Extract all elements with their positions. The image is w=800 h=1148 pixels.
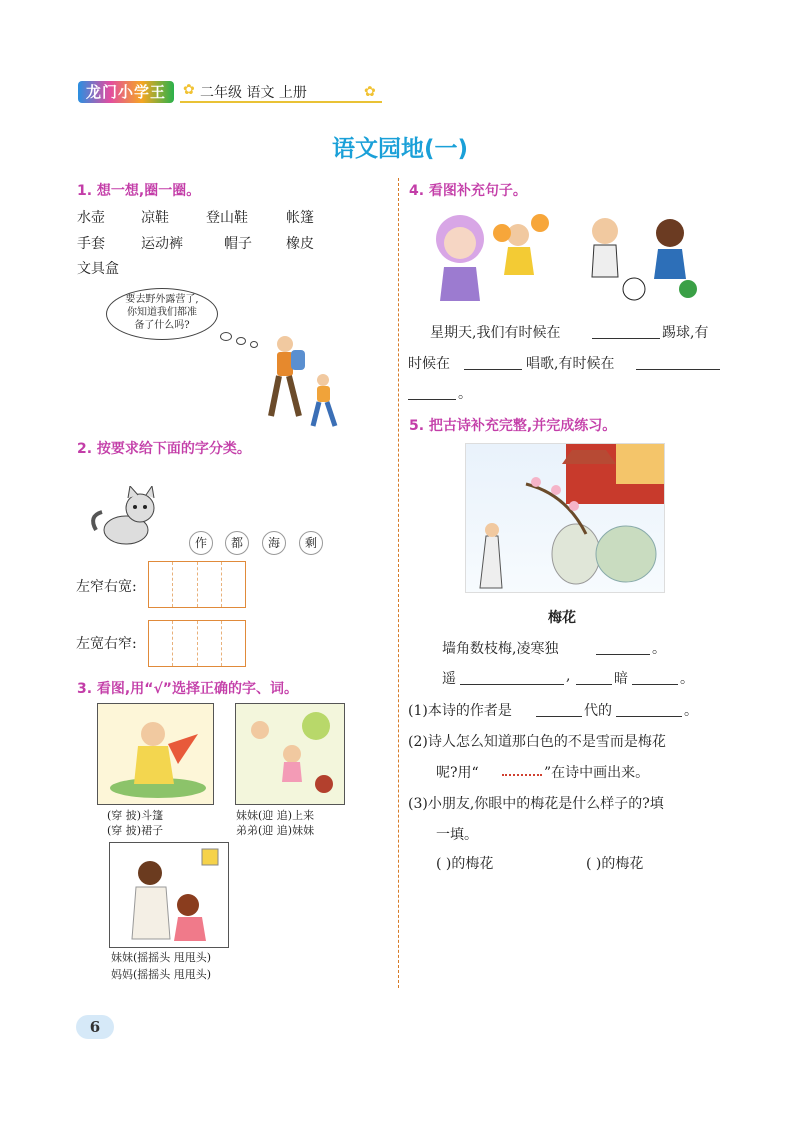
word-item[interactable]: 水壶 <box>77 210 105 226</box>
word-item[interactable]: 橡皮 <box>286 236 314 252</box>
word-item[interactable]: 运动裤 <box>141 236 183 252</box>
hikers-illustration <box>255 330 365 430</box>
question-text: 呢?用“ <box>436 765 479 781</box>
answer-blank[interactable] <box>592 324 660 339</box>
picture-mom-hair <box>109 842 229 948</box>
caption-line: 妹妹(摇摇头 甩甩头) <box>111 951 212 964</box>
sentence-text: 星期天,我们有时候在 <box>430 325 561 341</box>
header-underline <box>180 101 382 103</box>
butterfly-icon: ✿ <box>364 84 376 100</box>
q5-question-2 <box>408 731 738 753</box>
char-item[interactable]: 作 <box>189 531 213 555</box>
word-item[interactable]: 凉鞋 <box>141 210 169 226</box>
answer-blank[interactable] <box>460 670 564 685</box>
cat-illustration <box>88 486 168 548</box>
bubble-line: 你知道我们都准 <box>127 307 197 318</box>
bubble-line: 备了什么吗? <box>134 320 190 331</box>
q1-row-1 <box>77 207 377 227</box>
char-item[interactable]: 海 <box>262 531 286 555</box>
word-item[interactable]: 登山鞋 <box>206 210 248 226</box>
question-text: (2)诗人怎么知道那白色的不是雪而是梅花 <box>408 734 666 750</box>
q5-question-2-cont <box>408 762 728 784</box>
caption-line: 妈妈(摇摇头 甩甩头) <box>111 968 212 981</box>
fill-in-item[interactable]: ( )的梅花 <box>586 856 644 872</box>
q2-label: 2. 按要求给下面的字分类。 <box>77 441 251 457</box>
answer-blank[interactable] <box>616 702 682 717</box>
poem-text: 遥 <box>442 671 456 687</box>
sentence-text: 踢球,有 <box>662 325 709 341</box>
page-number: 6 <box>76 1015 114 1039</box>
answer-blank[interactable] <box>464 355 522 370</box>
question-text: 一填。 <box>436 827 478 843</box>
q1-row-3 <box>77 258 377 278</box>
q4-sentence-line-2 <box>408 353 728 375</box>
answer-blank[interactable] <box>408 385 456 400</box>
sentence-text: 时候在 <box>408 356 450 372</box>
picture-girl-cape <box>97 703 214 805</box>
poem-line-1 <box>408 638 728 660</box>
caption-line: 妹妹(迎 追)上来 <box>236 809 315 822</box>
poem-line-2 <box>408 668 728 690</box>
question-text: (3)小朋友,你眼中的梅花是什么样子的?填 <box>408 796 664 812</box>
poem-text: 。 <box>680 671 694 687</box>
question-text: 。 <box>684 703 698 719</box>
q5-fill-row <box>408 853 728 875</box>
picture-kids-chasing <box>235 703 345 805</box>
q5-question-3 <box>408 793 738 815</box>
q4-sentence-line-1 <box>408 322 728 344</box>
q1-row-2 <box>77 233 377 253</box>
word-item[interactable]: 手套 <box>77 236 105 252</box>
answer-blank[interactable] <box>536 702 582 717</box>
fill-in-item[interactable]: ( )的梅花 <box>436 856 494 872</box>
column-divider <box>398 178 399 988</box>
brand-logo: 龙门小学王 <box>78 81 174 103</box>
word-item[interactable]: 帐篷 <box>286 210 314 226</box>
char-item[interactable]: 剩 <box>299 531 323 555</box>
kids-activities-illustration <box>430 205 700 305</box>
writing-grid[interactable] <box>148 561 246 608</box>
poem-text: 墙角数枝梅,凌寒独 <box>442 641 559 657</box>
poem-text: , <box>566 668 571 684</box>
q4-label: 4. 看图补充句子。 <box>409 183 527 199</box>
q5-label: 5. 把古诗补充完整,并完成练习。 <box>409 418 617 434</box>
caption-line: 弟弟(迎 追)妹妹 <box>236 824 315 837</box>
question-text: 代的 <box>584 703 612 719</box>
poem-title: 梅花 <box>548 610 576 626</box>
sentence-text: 。 <box>458 386 472 402</box>
word-item[interactable]: 帽子 <box>224 236 252 252</box>
poem-text: 暗 <box>614 671 628 687</box>
poem-text: 。 <box>652 641 666 657</box>
q2-line-label: 左宽右窄: <box>76 636 137 652</box>
q5-question-1 <box>408 700 728 722</box>
caption-line: (穿 披)裙子 <box>107 824 164 837</box>
page-title: 语文园地(一) <box>331 136 469 162</box>
butterfly-icon: ✿ <box>183 82 195 98</box>
plum-blossom-illustration <box>465 443 665 593</box>
q3-label: 3. 看图,用“√”选择正确的字、词。 <box>77 681 298 697</box>
answer-blank[interactable] <box>632 670 678 685</box>
q2-line-label: 左窄右宽: <box>76 579 137 595</box>
q5-question-3-cont <box>408 824 608 846</box>
thought-bubble <box>106 288 218 340</box>
bubble-line: 要去野外露营了, <box>125 294 199 305</box>
sentence-text: 唱歌,有时候在 <box>526 356 615 372</box>
caption-line: (穿 披)斗篷 <box>107 809 164 822</box>
question-text: ”在诗中画出来。 <box>544 765 650 781</box>
question-text: (1)本诗的作者是 <box>408 703 512 719</box>
q4-sentence-line-3 <box>408 383 528 405</box>
answer-blank[interactable] <box>636 355 720 370</box>
header-subtitle: 二年级 语文 上册 <box>200 85 307 101</box>
wavy-line-icon <box>502 762 542 776</box>
answer-blank[interactable] <box>596 640 650 655</box>
word-item[interactable]: 文具盒 <box>77 261 119 277</box>
answer-blank[interactable] <box>576 670 612 685</box>
writing-grid[interactable] <box>148 620 246 667</box>
q1-label: 1. 想一想,圈一圈。 <box>77 183 201 199</box>
char-item[interactable]: 都 <box>225 531 249 555</box>
